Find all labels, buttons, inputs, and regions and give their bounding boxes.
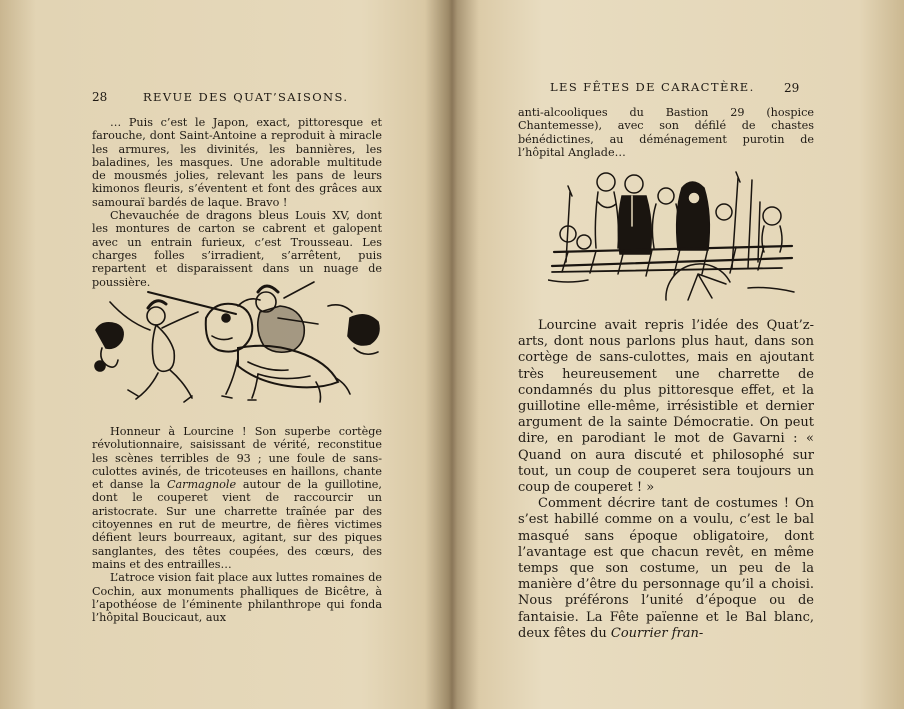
left-page (0, 0, 448, 709)
running-head-right: LES FÊTES DE CARACTÈRE. (550, 80, 755, 94)
paragraph-lourcine-reprise: Lourcine avait repris l’idée des Quat’z-arts, dont nous parlons plus haut, dans son cortège de sans-culottes, mais en ajoutant très heureusement une charrette de condamnés du plus pittoresque effet, et la guillotine elle-même, irrésistible et dernier argument de la sainte Démocratie. On peut dire, en parodiant le mot de Gavarni : « Quand on aura discuté et philosophé sur tout, un coup de couperet sera toujours un coup de couperet ! » (518, 318, 814, 496)
lourcine-text-end: autour de la guillotine, dont le couperet vient de raccourcir un aristocrate. Sur une charrette traînée par des citoyennes en rut de meurtre, de fières victimes défient leurs bourreaux, agitant, sur des piques sanglantes, des têtes coupées, des cœurs, des mains et des entrailles… (92, 478, 382, 571)
lourcine-text-start: Honneur à Lourcine ! Son superbe cortège révolutionnaire, saisissant de vérité, reconstitue les scènes terribles de 93 ; une foule de sans-culottes avinés, de tricoteuses en haillons, chante et danse la (92, 425, 382, 492)
running-head-left: REVUE DES QUAT’SAISONS. (143, 90, 349, 104)
page-number-left: 28 (92, 90, 108, 104)
left-bottom-text (92, 425, 382, 624)
paragraph-costumes (518, 496, 814, 642)
courrier-italic: Courrier fran- (610, 625, 704, 641)
left-top-text (92, 116, 382, 289)
cart-of-condemned-illustration (548, 162, 798, 302)
page-number-right: 29 (784, 81, 800, 95)
costumes-text: Comment décrire tant de costumes ! On s’est habillé comme on a voulu, c’est le bal masqué sans époque obligatoire, dont l’avantage est que chacun revêt, en même temps que son costume, un peu de la manière d’être du personnage qu’il a choisi. Nous préférons l’unité d’époque ou de fantaisie. La Fête païenne et le Bal blanc, deux fêtes du (518, 496, 814, 641)
right-main-text (518, 318, 814, 642)
right-page (452, 0, 904, 709)
paragraph-japon: … Puis c’est le Japon, exact, pittoresque et farouche, dont Saint-Antoine a reproduit à miracle les armures, les divinités, les bannières, les baladines, les masques. Une adorable multitude de mousmés jolies, relevant les pans de leurs kimonos fleuris, s’éventent et font des grâces aux samouraï bardés de laque. Bravo ! (92, 116, 382, 209)
paragraph-anti-alcooliques: anti-alcooliques du Bastion 29 (hospice Chantemesse), avec son défilé de chastes bénédictines, au déménagement purotin de l’hôpital Anglade… (518, 106, 814, 159)
paragraph-chevauchee: Chevauchée de dragons bleus Louis XV, dont les montures de carton se cabrent et galopent avec un entrain furieux, c’est Trousseau. Les charges folles s’irradient, s’arrêtent, puis repartent et disparaissent dans un nuage de poussière. (92, 209, 382, 289)
paragraph-lourcine (92, 425, 382, 571)
paragraph-cochin: L’atroce vision fait place aux luttes romaines de Cochin, aux monuments phalliques de Bicêtre, à l’apothéose de l’éminente philanthrope qui fonda l’hôpital Boucicaut, aux (92, 571, 382, 625)
right-top-text (518, 106, 814, 159)
cavalry-illustration (88, 278, 388, 408)
carmagnole-italic: Carmagnole (166, 478, 237, 492)
